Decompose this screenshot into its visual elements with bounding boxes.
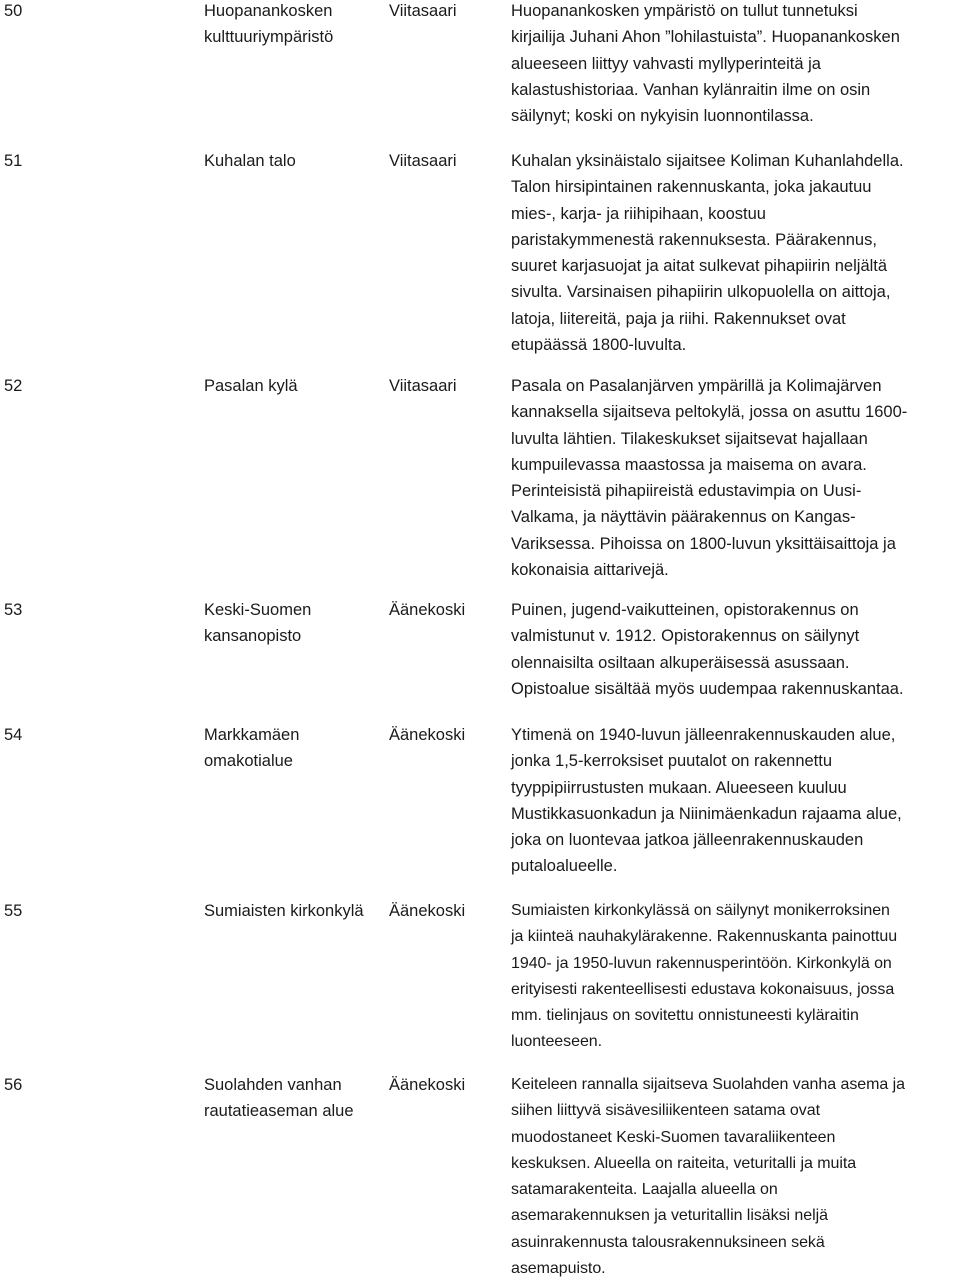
site-description: Sumiaisten kirkonkylässä on säilynyt monikerroksinen ja kiinteä nauhakylärakenne. Rakennuskanta painottuu 1940- ja 1950-luvun rakennusperintöön. Kirkonkylä on erityisesti rakenteellisesti edustava kokonaisuus, jossa mm. tielinjaus on sovitettu onnistuneesti kyläraitin luonteeseen. xyxy=(511,902,898,1051)
site-description: Kuhalan yksinäistalo sijaitsee Koliman Kuhanlahdella. Talon hirsipintainen rakennuskanta, joka jakautuu mies-, karja- ja riihipihaan, koostuu paristakymmenestä rakennuksesta. Päärakennus, suuret karjasuojat ja aitat sulkevat pihapiirin neljältä sivulta. Varsinaisen pihapiirin ulkopuolella on aittoja, latoja, liitereitä, paja ja riihi. Rakennukset ovat etupäässä 1800-luvulta. xyxy=(511,152,904,355)
site-municipality: Viitasaari xyxy=(389,2,457,20)
site-number: 52 xyxy=(4,377,23,395)
site-municipality: Äänekoski xyxy=(389,726,466,744)
site-name: Keski-Suomen kansanopisto xyxy=(204,601,312,646)
site-number: 54 xyxy=(4,726,23,744)
site-number: 50 xyxy=(4,2,23,20)
site-municipality: Äänekoski xyxy=(389,601,466,619)
site-municipality: Äänekoski xyxy=(389,1076,466,1094)
site-name: Pasalan kylä xyxy=(204,377,298,395)
site-number: 56 xyxy=(4,1076,23,1094)
site-description: Huopanankosken ympäristö on tullut tunnetuksi kirjailija Juhani Ahon ”lohilastuista”. Huopanankosken alueeseen liittyy vahvasti myllyperinteitä ja kalastushistoriaa. Vanhan kylänraitin ilme on osin säilynyt; koski on nykyisin luonnontilassa. xyxy=(511,2,900,126)
site-municipality: Viitasaari xyxy=(389,377,457,395)
site-municipality: Äänekoski xyxy=(389,902,466,920)
site-municipality: Viitasaari xyxy=(389,152,457,170)
site-name: Sumiaisten kirkonkylä xyxy=(204,902,364,920)
site-number: 53 xyxy=(4,601,23,619)
site-description: Ytimenä on 1940-luvun jälleenrakennuskauden alue, jonka 1,5-kerroksiset puutalot on rakennettu tyyppipiirrustusten mukaan. Alueeseen kuuluu Mustikkasuonkadun ja Niinimäenkadun rajaama alue, joka on luontevaa jatkoa jälleenrakennuskauden putaloalueelle. xyxy=(511,726,902,876)
site-number: 55 xyxy=(4,902,23,920)
site-description: Keiteleen rannalla sijaitseva Suolahden vanha asema ja siihen liittyvä sisävesiliikenteen satama ovat muodostaneet Keski-Suomen tavaraliikenteen keskuksen. Alueella on raiteita, veturitalli ja muita satamarakenteita. Laajalla alueella on asemarakennuksen ja veturitallin lisäksi neljä asuinrakennusta talousrakennuksineen sekä asemapuisto. xyxy=(511,1076,906,1278)
site-name: Markkamäen omakotialue xyxy=(204,726,300,771)
site-name: Huopanankosken kulttuuriympäristö xyxy=(204,2,334,47)
site-name: Suolahden vanhan rautatieaseman alue xyxy=(204,1076,354,1121)
site-description: Puinen, jugend-vaikutteinen, opistorakennus on valmistunut v. 1912. Opistorakennus on säilynyt olennaisilta osiltaan alkuperäisessä asussaan. Opistoalue sisältää myös uudempaa rakennuskantaa. xyxy=(511,601,904,698)
site-description: Pasala on Pasalanjärven ympärillä ja Kolimajärven kannaksella sijaitseva peltokylä, jossa on asuttu 1600- luvulta lähtien. Tilakeskukset sijaitsevat hajallaan kumpuilevassa maastossa ja maisema on avara. Perinteisistä pihapiireistä edustavimpia on Uusi- Valkama, ja näyttävin päärakennus on Kangas- Variksessa. Pihoissa on 1800-luvun yksittäisaittoja ja kokonaisia aittarivejä. xyxy=(511,377,908,580)
site-number: 51 xyxy=(4,152,23,170)
site-name: Kuhalan talo xyxy=(204,152,296,170)
